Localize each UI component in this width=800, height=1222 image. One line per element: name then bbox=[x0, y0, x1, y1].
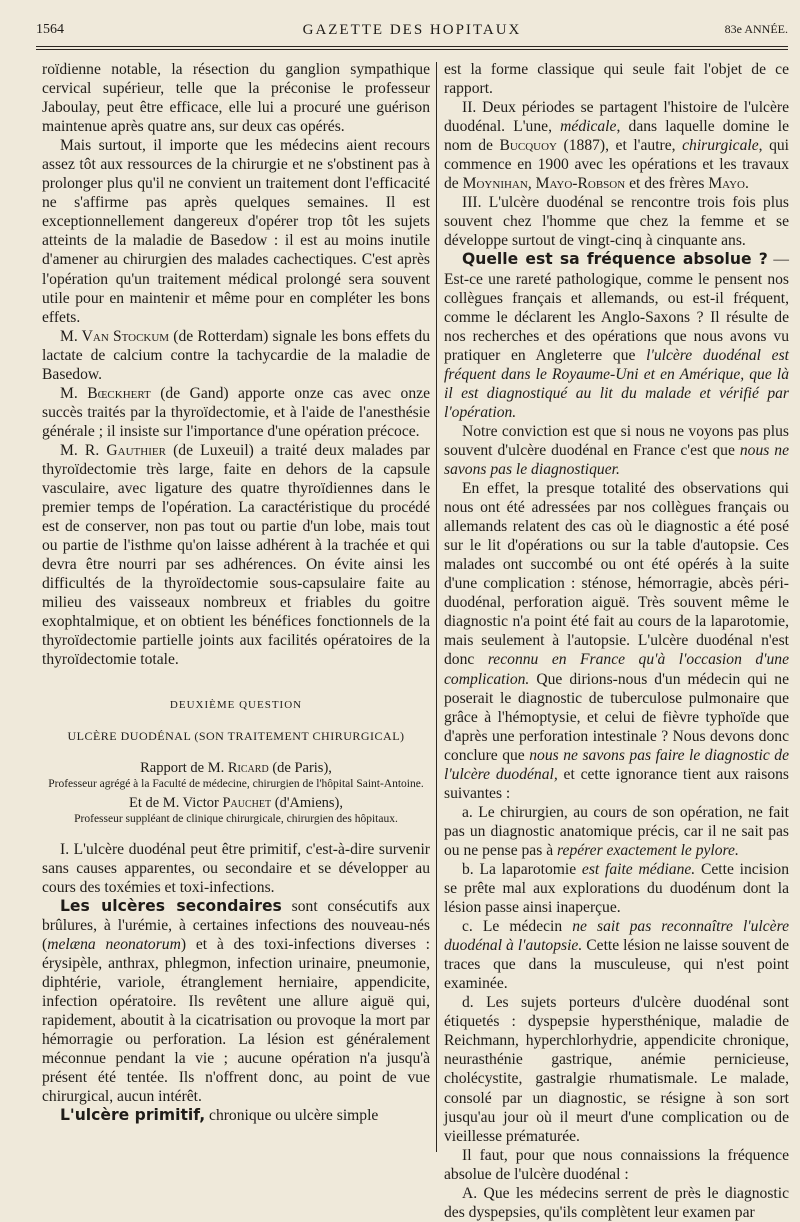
report-author bbox=[42, 795, 430, 812]
paragraph-text: ) et à des toxi-infections diverses : érysipèle, anthrax, phlegmon, infection urinaire, pneumonie, diphtérie, variole, étranglement herniaire, appendicite, infection opératoire. Ils revêtent une allure aiguë qui, rapidement, aboutit à la cicatrisation ou provoque la mort par hémorragie ou perforation. La lésion est généralement méconnue pendant la vie ; aucune opération n'a jusqu'à présent été tentée. Ils n'offrent donc, au point de vue chirurgical, aucun intérêt. bbox=[42, 935, 431, 1106]
italic-term: ne sait pas reconnaître l'ulcère duodénal à l'autopsie. bbox=[444, 918, 790, 955]
paragraph-text: , qui commence en 1900 avec les opérations et les travaux de bbox=[444, 137, 789, 193]
italic-term: médicale bbox=[560, 118, 617, 136]
italic-term: chirurgicale bbox=[682, 137, 759, 155]
left-column bbox=[42, 60, 430, 1160]
paragraph-text: — Est-ce une rareté pathologique, comme le pensent nos collègues français et allemands, ou est-il fréquent, comme le déclarent les Anglo-Saxons ? Il résulte de nos recherches et des opérations que nous avons vu pratiquer en Angleterre que bbox=[444, 251, 789, 364]
journal-title: GAZETTE DES HOPITAUX bbox=[302, 22, 522, 38]
italic-term: repérer exactement le pylore. bbox=[557, 841, 739, 859]
report-affiliation: Professeur agrégé à la Faculté de médecine, chirurgien de l'hôpital Saint-Antoine. bbox=[48, 777, 424, 790]
paragraph: III. L'ulcère duodénal se rencontre trois fois plus souvent chez l'homme que chez la femme et se développe surtout de vingt-cinq à cinquante ans. bbox=[444, 194, 789, 250]
section-number: DEUXIÈME QUESTION bbox=[169, 698, 303, 711]
paragraph bbox=[42, 897, 430, 1107]
italic-term: nous ne savons pas faire le diagnostic de l'ulcère duodénal, bbox=[444, 746, 789, 783]
masthead bbox=[36, 22, 788, 44]
paragraph bbox=[444, 917, 789, 993]
paragraph bbox=[444, 250, 789, 421]
report-text: (de Paris), bbox=[268, 759, 332, 776]
paragraph-text: et des frères bbox=[625, 175, 709, 193]
italic-term: reconnu en France qu'à l'occasion d'une complication. bbox=[444, 651, 789, 688]
paragraph-text: Cette lésion ne laisse souvent de traces que dans la musculeuse, qui n'est point examinée. bbox=[444, 937, 789, 993]
author-name: M. Bœckhert bbox=[60, 384, 151, 402]
paragraph bbox=[42, 1106, 430, 1125]
paragraph-text: b. La laparotomie bbox=[462, 860, 582, 878]
paragraph: Mais surtout, il importe que les médecins aient recours assez tôt aux ressources de la chirurgie et ne s'obstinent pas à prolonger plus qu'il ne convient un traitement dont l'efficacité ne s'affirme pas après quelques semaines. Il est exceptionnellement dangereux d'opérer trop tôt les sujets atteints de la maladie de Basedow : il est au moins inutile d'amener au chirurgien des malades cachectiques. C'est après l'opération qu'un traitement médical prolongé sera souvent utile pour en maintenir et même pour en compléter les bons effets. bbox=[42, 137, 430, 326]
paragraph bbox=[444, 803, 789, 860]
report-text: (d'Amiens), bbox=[271, 794, 343, 811]
section-title: ULCÈRE DUODÉNAL (SON TRAITEMENT CHIRURGICAL) bbox=[67, 728, 405, 743]
paragraph-text: chronique ou ulcère simple bbox=[205, 1107, 379, 1125]
italic-term: est faite médiane. bbox=[581, 860, 696, 878]
paragraph: d. Les sujets porteurs d'ulcère duodénal sont étiquetés : dyspepsie hypersthénique, maladie de Reichmann, hyperchlorhydrie, appendicite chronique, neurasthénie gastrique, anémie pernicieuse, cholécystite, gastralgie rhumatismale. Le malade, consolé par un diagnostic, se résigne à son sort jusqu'au jour où il meurt d'une complication ou de vieillesse prématurée. bbox=[444, 994, 789, 1145]
paragraph-text: et cette ignorance tient aux raisons suivantes : bbox=[444, 765, 789, 802]
paragraph: I. L'ulcère duodénal peut être primitif, c'est-à-dire survenir sans causes apparentes, ou secondaire et se développer au cours des toxémies et toxi-infections. bbox=[42, 840, 430, 896]
paragraph bbox=[444, 860, 789, 917]
paragraph bbox=[444, 479, 789, 803]
paragraph bbox=[42, 441, 430, 670]
paragraph-text: a. Le chirurgien, au cours de son opération, ne fait pas un diagnostic anatomique précis, car il ne sait pas ou ne pense pas à bbox=[444, 803, 789, 859]
paragraph-text: Notre conviction est que si nous ne voyons pas plus souvent d'ulcère duodénal en France c'est que bbox=[444, 422, 789, 459]
column-divider bbox=[436, 62, 437, 1152]
paragraph-text: sont consécutifs aux brûlures, à l'urémie, à certaines infections des nouveau-nés ( bbox=[42, 897, 431, 953]
paragraph-text: , dans laquelle domine le nom de bbox=[444, 118, 789, 155]
paragraph-text: Cette incision se prête mal aux explorations du duodénum dont la lésion passe ainsi inaperçue. bbox=[444, 860, 790, 917]
paragraph bbox=[42, 327, 430, 384]
author-name: Ricard bbox=[227, 759, 269, 776]
italic-term: melæna neonatorum bbox=[47, 935, 181, 953]
paragraph-text: (de Rotterdam) signale les bons effets du lactate de calcium contre la tachycardie de la maladie de Basedow. bbox=[42, 327, 431, 383]
journal-year: 83e ANNÉE. bbox=[724, 22, 788, 36]
paragraph: roïdienne notable, la résection du ganglion sympathique cervical supérieur, telle que la préconise le professeur Jaboulay, peut être efficace, elle lui a procuré une guérison maintenue après quatre ans, sur deux cas opérés. bbox=[42, 61, 430, 136]
author-name: M. Van Stockum bbox=[60, 327, 170, 345]
paragraph bbox=[42, 384, 430, 441]
paragraph bbox=[444, 98, 789, 193]
paragraph bbox=[444, 422, 789, 479]
bold-heading: Les ulcères secondaires bbox=[60, 896, 282, 915]
author-name: Pauchet bbox=[222, 794, 272, 811]
report-author bbox=[42, 760, 430, 777]
header-rule bbox=[36, 46, 788, 47]
report-text: Et de M. Victor bbox=[128, 794, 223, 811]
bold-heading: L'ulcère primitif, bbox=[60, 1106, 206, 1125]
italic-term: l'ulcère duodénal est fréquent dans le Royaume-Uni et en Amérique, que là il est diagnostiqué au lit du malade et vérifié par l'opération. bbox=[444, 346, 789, 421]
header-rule-double bbox=[36, 49, 788, 50]
paragraph-text: II. Deux périodes se partagent l'histoire de l'ulcère duodénal. L'une, bbox=[444, 99, 789, 136]
report-affiliation: Professeur suppléant de clinique chirurgicale, chirurgien des hôpitaux. bbox=[74, 812, 398, 825]
author-name: Moynihan, Mayo-Robson bbox=[462, 175, 626, 193]
paragraph-text: (de Gand) apporte onze cas avec onze succès traités par la thyroïdectomie, et à l'aide de l'anesthésie générale ; il insiste sur l'importance d'une opération précoce. bbox=[42, 384, 430, 440]
paragraph: est la forme classique qui seule fait l'objet de ce rapport. bbox=[444, 61, 789, 98]
report-text: Rapport de M. bbox=[140, 759, 228, 776]
right-column bbox=[444, 60, 790, 1221]
paragraph: A. Que les médecins serrent de près le diagnostic des dyspepsies, qu'ils complètent leur examen par bbox=[444, 1184, 789, 1221]
paragraph-text: (1887), et l'autre, bbox=[557, 137, 683, 155]
paragraph-text: Que dirions-nous d'un médecin qui ne poserait le diagnostic de tuberculose pulmonaire que grâce à l'hémoptysie, et celui de fièvre typhoïde que d'après une perforation intestinale ? Nous devons donc conclure que bbox=[444, 670, 789, 764]
author-name: Bucquoy bbox=[499, 137, 557, 155]
page-number: 1564 bbox=[36, 22, 64, 37]
author-name: Mayo bbox=[708, 175, 745, 193]
author-name: M. R. Gauthier bbox=[60, 441, 166, 459]
bold-heading: Quelle est sa fréquence absolue ? bbox=[462, 250, 768, 269]
paragraph-text: c. Le médecin bbox=[462, 918, 573, 936]
italic-term: nous ne savons pas le diagnostiquer. bbox=[444, 441, 789, 478]
paragraph-text: En effet, la presque totalité des observations qui nous ont été adressées par nos collègues français ou allemands relatent des cas où le diagnostic a été posé sur le lit d'opérations ou sur la table d'autopsie. Ces malades ont succombé ou ont été opérés à la suite d'une complication : sténose, hémorragie, abcès péri-duodénal, perforation aiguë. Très souvent même le diagnostic n'a point été fait au cours de la laparotomie, mais seulement à l'autopsie. L'ulcère duodénal n'est donc bbox=[444, 480, 789, 669]
paragraph-text: . bbox=[745, 175, 749, 193]
paragraph-text: (de Luxeuil) a traité deux malades par thyroïdectomie très large, faite en dehors de la capsule vasculaire, avec ligature des quatre thyroïdiennes dans le premier temps de l'opération. La caractéristique du procédé est de conserver, non pas tout ou partie d'un lobe, mais tout ou partie de l'isthme qu'on laisse adhérent à la trachée et qui devra être nourri par ses adhérences. On évite ainsi les difficultés de la thyroïdectomie sous-capsulaire faite au milieu des vaisseaux nombreux et friables du goitre exophtalmique, et on obtient les bénéfices fonctionnels de la thyroïdectomie partielle joints aux facilités opératoires de la thyroïdectomie totale. bbox=[42, 441, 430, 669]
paragraph: Il faut, pour que nous connaissions la fréquence absolue de l'ulcère duodénal : bbox=[444, 1146, 789, 1183]
